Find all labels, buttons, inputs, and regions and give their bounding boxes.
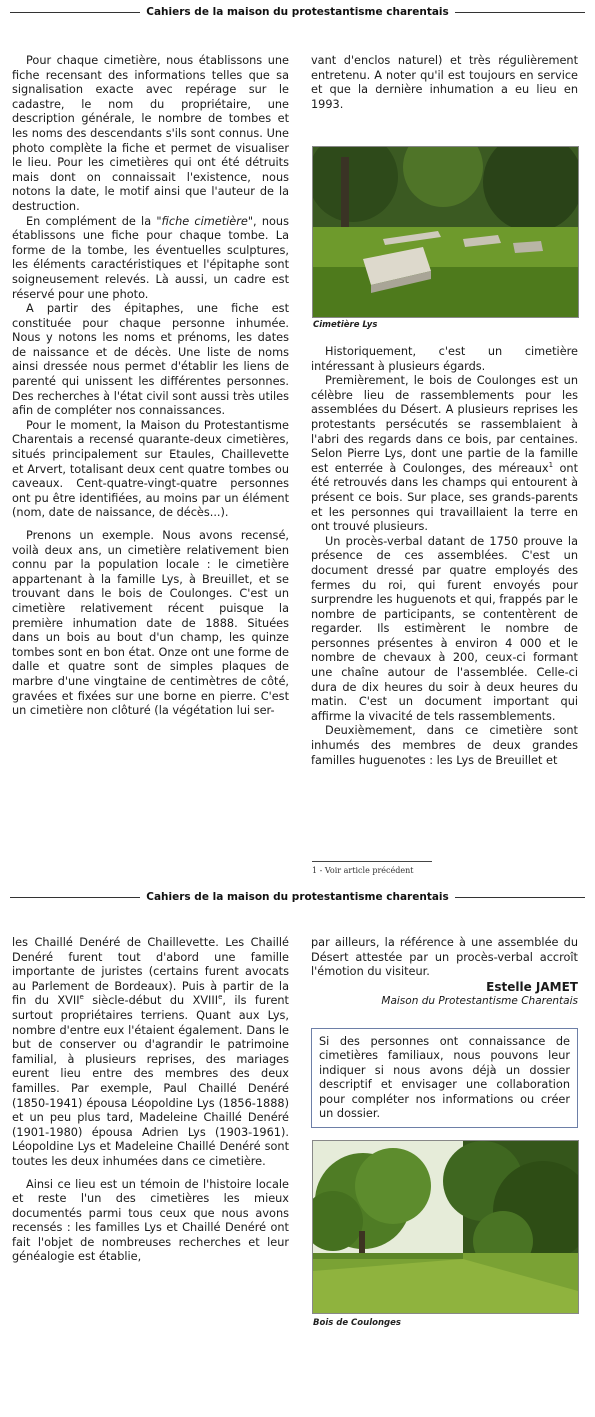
paragraph: Pour le moment, la Maison du Protestantisme Charentais a recensé quarante-deux cimetières, situés principalement sur Etaules, Chaillevette et Arvert, totalisant deux cent quatre tombes ou caveaux. Cent-quatre-vingt-quatre personnes ont pu être identifiées, au moins par un élément (nom, date de naissance, de décès...).	[12, 418, 289, 520]
paragraph: vant d'enclos naturel) et très régulièrement entretenu. A noter qu'il est toujours en service et que la dernière inhumation a eu lieu en 1993.	[311, 54, 578, 111]
header-title: Cahiers de la maison du protestantisme charentais	[146, 891, 449, 903]
call-to-action-text: Si des personnes ont connaissance de cimetières familiaux, nous pouvons leur indiquer si nous avons déjà un dossier descriptif et envisager une collaboration pour compléter nos informations ou créer un dossier.	[319, 1035, 570, 1121]
paragraph: par ailleurs, la référence à une assemblée du Désert attestée par un procès-verbal accroît l'émotion du visiteur.	[311, 936, 578, 979]
paragraph: Pour chaque cimetière, nous établissons une fiche recensant des informations telles que sa signalisation exacte avec repérage sur le cadastre, le nom du propriétaire, une description générale, le nombre de tombes et les noms des descendants s'ils sont connus. Une photo complète la fiche et permet de visualiser le lieu. Pour les cimetières qui ont été détruits mais dont on connaissait l'existence, nous notons la date, le motif ainsi que l'auteur de la destruction.	[12, 54, 289, 213]
author-organization: Maison du Protestantisme Charentais	[381, 995, 578, 1008]
page-header	[10, 4, 585, 20]
paragraph: Ainsi ce lieu est un témoin de l'histoire locale et reste l'un des cimetières les mieux documentés parmi tous ceux que nous avons recensés : les familles Lys et Chaillé Denéré ont fait l'objet de nombreuses recherches et leur généalogie est établie,	[12, 1177, 289, 1264]
paragraph: En complément de la "fiche cimetière", nous établissons une fiche pour chaque tombe. La forme de la tombe, les éventuelles sculptures, les éléments caractéristiques et l'épitaphe sont soigneusement relevés. Là aussi, un cadre est réservé pour une photo.	[12, 214, 289, 301]
page2-right-column	[311, 936, 578, 1009]
paragraph: Prenons un exemple. Nous avons recensé, voilà deux ans, un cimetière relativement bien connu par la population locale : le cimetière appartenant à la famille Lys, à Breuillet, et se trouvant dans le bois de Coulonges. C'est un cimetière relativement récent puisque la première inhumation date de 1888. Situées dans un bois au bout d'un champ, les quinze tombes sont en bon état. Onze ont une forme de dalle et quatre sont de simples plaques de marbre d'une vingtaine de centimètres de côté, gravées et fixées sur une borne en pierre. C'est un cimetière non clôturé (la végétation lui ser-	[12, 529, 289, 718]
call-to-action-box	[311, 1028, 578, 1128]
forest-photo-image	[313, 1141, 578, 1313]
photo-caption-forest: Bois de Coulonges	[313, 1318, 401, 1328]
forest-photo	[312, 1140, 579, 1314]
page1-left-column	[12, 54, 289, 719]
paragraph: Historiquement, c'est un cimetière intéressant à plusieurs égards.	[311, 345, 578, 373]
photo-caption-cemetery: Cimetière Lys	[313, 320, 378, 330]
paragraph: Un procès-verbal datant de 1750 prouve la présence de ces assemblées. C'est un document dressé par quatre employés des fermes du roi, qui furent envoyés pour surprendre les huguenots et qui, frappés par le nombre de participants, se contentèrent de regarder. Ils estimèrent le nombre de personnes présentes à environ 4 000 et le nombre de chevaux à 200, ceux-ci formant une chaîne autour de l'assemblée. Celle-ci dura de dix heures du soir à deux heures du matin. C'est un document important qui affirme la vivacité de tels rassemblements.	[311, 534, 578, 723]
footnote: 1 - Voir article précédent	[312, 866, 414, 875]
page1-right-column	[311, 345, 578, 768]
author-name: Estelle JAMET	[486, 979, 578, 994]
footnote-rule	[312, 861, 432, 862]
paragraph: A partir des épitaphes, une fiche est constituée pour chaque personne inhumée. Nous y notons les noms et prénoms, les dates de naissance et de décès. Une liste de noms ainsi dressée nous permet d'établir les liens de parenté qui unissent les différentes personnes. Des recherches à l'état civil sont aussi très utiles afin de compléter nos connaissances.	[12, 302, 289, 418]
paragraph: Premièrement, le bois de Coulonges est un célèbre lieu de rassemblements pour les assemblées du Désert. A plusieurs reprises les protestants persécutés se rassemblaient à l'abri des regards dans ce bois, par centaines. Selon Pierre Lys, dont une partie de la famille est enterrée à Coulonges, des méreaux$^1$ ont été retrouvés dans les champs qui entourent à présent ce bois. Sur place, ses grands-parents et les personnes qui travaillaient la terre en ont trouvé plusieurs.	[311, 374, 579, 534]
cemetery-photo-image	[313, 147, 578, 317]
page-header	[10, 889, 585, 905]
paragraph: les Chaillé Denéré de Chaillevette. Les Chaillé Denéré furent tout d'abord une famille importante de juristes (certains furent avocats au Parlement de Bordeaux). Puis à partir de la fin du XVIIe siècle-début du XVIIIe, ils furent surtout propriétaires terriens. Quant aux Lys, nombre d'entre eux l'étaient également. Dans le but de conserver ou d'agrandir le patrimoine familial, à plusieurs reprises, des mariages eurent lieu entre des membres des deux familles. Par exemple, Paul Chaillé Denéré (1850-1941) épousa Léopoldine Lys (1856-1888) et un peu plus tard, Madeleine Chaillé Denéré (1901-1980) épousa Adrien Lys (1903-1961). Léopoldine Lys et Madeleine Chaillé Denéré sont toutes les deux inhumées dans ce cimetière.	[12, 936, 289, 1168]
paragraph: Deuxièmement, dans ce cimetière sont inhumés des membres de deux grandes familles huguenotes : les Lys de Breuillet et	[311, 724, 578, 767]
page1-right-column-top	[311, 54, 578, 112]
cemetery-photo	[312, 146, 579, 318]
page2-left-column	[12, 936, 289, 1265]
header-title: Cahiers de la maison du protestantisme charentais	[146, 6, 449, 18]
